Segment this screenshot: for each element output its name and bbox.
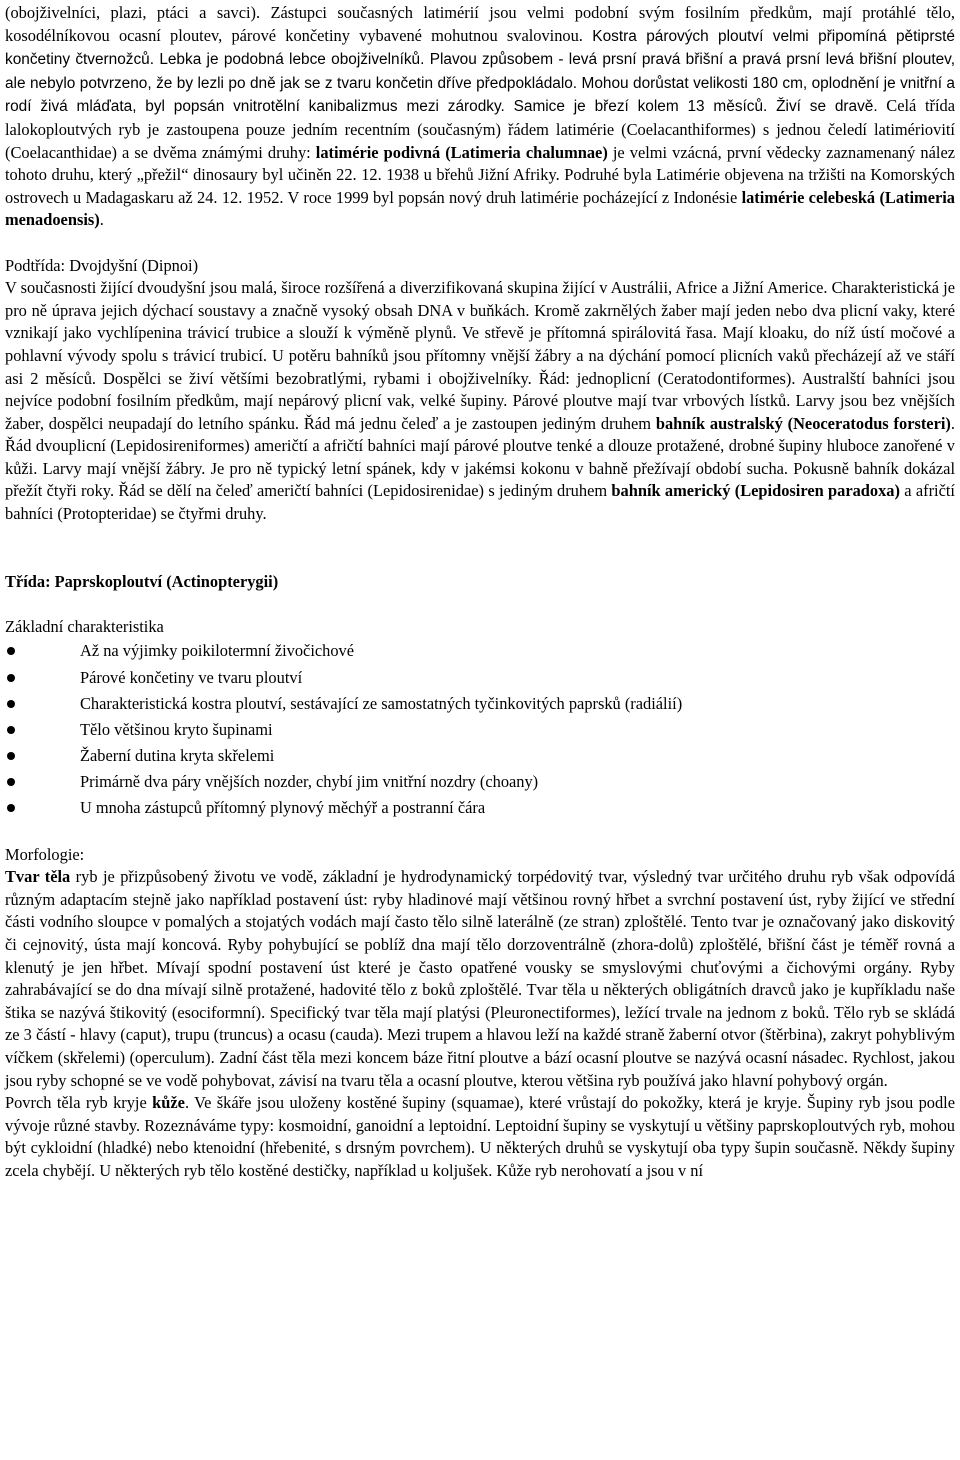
intro-text-c: Mohou dorůstat velikosti 180 cm, oplodnění je vnitřní a rodí živá mláďata, byl popsán vnitrotělní kanibalizmus mezi zárodky. Samice je březí kolem 13 měsíců. Živí se dravě. <box>5 74 955 116</box>
intro-text-d2: je velmi vzácná, první vědecky zaznamenaný nález tohoto druhu, který „přežil“ dinosaury byl učiněn 22. 12. 1938 u břehů Jižní Afriky. Podruhé byla Latimérie objevena na tržišti na Komorských ostrovech u Madagaskaru až 24. 12. 1952. V roce 1999 byl popsán nový druh latimérie pocházející z Indonésie <box>5 142 956 207</box>
bullet-icon <box>7 726 15 734</box>
list-item-text: Charakteristická kostra ploutví, sestávající ze samostatných tyčinkovitých paprsků (radiálií) <box>80 693 683 713</box>
list-item <box>5 665 955 691</box>
bullet-icon <box>7 778 15 786</box>
basics-heading: Základní charakteristika <box>5 616 164 636</box>
actinopterygii-heading: Třída: Paprskoploutví (Actinopterygii) <box>5 571 279 591</box>
latimeria-paragraph <box>5 2 955 232</box>
morphology-heading: Morfologie: <box>5 844 85 864</box>
spacer <box>5 526 955 571</box>
skin-text-pre: Povrch těla ryb kryje <box>5 1093 153 1113</box>
list-item-text: Párové končetiny ve tvaru ploutví <box>80 667 303 687</box>
document-page <box>5 2 955 1183</box>
spacer <box>5 821 955 844</box>
list-item <box>5 717 955 743</box>
body-shape-term: Tvar těla <box>5 867 71 887</box>
latimeria-chalumnae-term: latimérie podivná (Latimeria chalumnae) <box>315 142 608 162</box>
bullet-icon <box>7 700 15 708</box>
list-item-text: Primárně dva páry vnějších nozder, chybí jim vnitřní nozdry (choany) <box>80 771 539 791</box>
dipnoi-text-1: V současnosti žijící dvoudyšní jsou malá, široce rozšířená a diverzifikovaná skupina žijící v Austrálii, Africe a Jižní Americe. Charakteristická je pro ně úprava jejich dýchací soustavy a značně vysoký obsah DNA v buňkách. Kromě zakrnělých žaber mají jeden nebo dva plicní vaky, které vznikají jako vychlípenina trávicí trubice a slouží k výměně plynů. Ve střevě je přítomná spirálovitá řasa. Mají kloaku, do níž ústí močové a pohlavní vývody spolu s trávicí trubicí. U potěru bahníků jsou přítomny vnější žábry a na dýchání pomocí plicních vaků přecházejí až ve stáří asi 2 měsíců. Dospělci se živí většími bezobratlými, rybami i obojživelníky. Řád: jednoplicní (Ceratodontiformes). Australští bahníci jsou nejvíce podobní fosilním předkům, mají nepárový plicní vak, velké šupiny. Párové ploutve mají tvar vrbových lístků. Larvy jsou bez vnějších žaber, dospělci neupadají do letního spánku. Řád má jednu čeleď a je zastoupen jediným druhem <box>5 278 955 433</box>
neoceratodus-term: bahník australský (Neoceratodus forsteri) <box>655 413 951 433</box>
dipnoi-text-3: a afričtí bahníci (Protopteridae) se čtyřmi druhy. <box>5 481 955 524</box>
dipnoi-paragraph <box>5 277 955 526</box>
list-item-text: Až na výjimky poikilotermní živočichové <box>80 641 355 661</box>
list-item <box>5 638 955 664</box>
list-item <box>5 769 955 795</box>
dipnoi-text-2: . Řád dvouplicní (Lepidosireniformes) američtí a afričtí bahníci mají párové ploutve tenké a dlouze protažené, drobné šupiny hluboce zanořené v kůži. Larvy mají vnější žábry. Je pro ně typický letní spánek, kdy v jakémsi kokonu v bahně přežívají období sucha. Pokusně bahník dokázal přežít čtyři roky. Řád se dělí na čeleď američtí bahníci (Lepidosirenidae) s jediným druhem <box>5 413 955 501</box>
list-item <box>5 691 955 717</box>
spacer <box>5 232 955 255</box>
list-item-text: Tělo většinou kryto šupinami <box>80 719 273 739</box>
bullet-icon <box>7 804 15 812</box>
list-item-text: U mnoha zástupců přítomný plynový měchýř a postranní čára <box>80 798 486 817</box>
dipnoi-heading: Podtřída: Dvojdyšní (Dipnoi) <box>5 255 199 275</box>
intro-text-d3: . <box>99 210 104 230</box>
bullet-icon <box>7 674 15 682</box>
list-item <box>5 795 955 821</box>
intro-text-d1: Celá třída lalokoploutvých ryb je zastoupena pouze jedním recentním (současným) řádem latimérie (Coelacanthiformes) s jednou čeledí latimériovití (Coelacanthidae) a se dvěma známými druhy: <box>5 96 955 162</box>
list-item-text: Žaberní dutina kryta skřelemi <box>80 745 275 765</box>
basics-list <box>5 638 955 821</box>
spacer <box>5 593 955 616</box>
list-item <box>5 743 955 769</box>
latimeria-menadoensis-term: latimérie celebeská (Latimeria menadoensis) <box>5 187 955 230</box>
intro-text-b: Kostra párových ploutví velmi připomíná pětiprsté končetiny čtvernožců. Lebka je podobná lebce obojživelníků. Plavou způsobem - levá prsní pravá břišní a pravá prsní levá břišní ploutev, ale nebylo potvrzeno, že by lezli po dně jak se z tvaru končetin dříve předpokládalo. <box>5 27 955 92</box>
skin-paragraph <box>5 1092 955 1182</box>
body-shape-paragraph <box>5 866 955 1092</box>
lepidosiren-term: bahník americký (Lepidosiren paradoxa) <box>611 481 900 501</box>
intro-text-a: (obojživelníci, plazi, ptáci a savci). Zástupci současných latimérií jsou velmi podobní svým fosilním předkům, mají protáhlé tělo, kosodélníkovou ocasní ploutev, párové končetiny vybavené mohutnou svalovinou. <box>5 3 955 45</box>
body-shape-text: ryb je přizpůsobený životu ve vodě, základní je hydrodynamický torpédovitý tvar, výsledný tvar určitého druhu ryb však odpovídá různým adaptacím stejně jako například postavení úst: ryby hladinové mají většinou rovný hřbet a svrchní postavení úst, ryby žijící ve střední části vodního sloupce v pomalých a stojatých vodách mají často tělo silně laterálně (ze stran) zploštělé. Tento tvar je označovaný jako diskovitý či cejnovitý, ústa mají koncová. Ryby pohybující se poblíž dna mají tělo dorzoventrálně (zhora-dolů) zploštělé, břišní část je téměř rovná a klenutý je jen hřbet. Mívají spodní postavení úst které je často opatřené vousky se smyslovými chuťovými a čichovými orgány. Ryby zahrabávající se do dna mívají silně protažené, hadovité tělo z boků zploštělé. Tvar těla u některých obligátních dravců jako je kupříkladu naše štika se nazývá štikovitý (esociformní). Specifický tvar těla mají platýsi (Pleuronectiformes), ležící trvale na jednom z boků. Tělo ryb se skládá ze 3 částí - hlavy (caput), trupu (truncus) a ocasu (cauda). Mezi trupem a hlavou leží na každé straně žaberní otvor (štěrbina), zakryt pohyblivým víčkem (skřelemi) (operculum). Zadní část těla mezi koncem báze řitní ploutve a bází ocasní ploutve se nazývá ocasní násadec. Rychlost, jakou jsou ryby schopné se ve vodě pohybovat, závisí na tvaru těla a ocasní ploutve, kterou většina ryb používá jako hlavní pohybový orgán. <box>5 867 955 1090</box>
skin-term: kůže <box>152 1093 185 1113</box>
bullet-icon <box>7 647 15 655</box>
skin-text-post: . Ve škáře jsou uloženy kostěné šupiny (squamae), které vrůstají do pokožky, která je kryje. Šupiny ryb jsou podle vývoje různé stavby. Rozeznáváme typy: kosmoidní, ganoidní a leptoidní. Leptoidní šupiny se vyskytují u většiny paprskoploutvých ryb, mohou být cykloidní (hladké) nebo ktenoidní (hřebenité, s drsným povrchem). U některých druhů se vyskytují oba typy šupin současně. Někdy šupiny zcela chybějí. U některých ryb tělo kostěné destičky, například u koljušek. Kůže ryb nerohovatí a jsou v ní <box>5 1093 955 1180</box>
bullet-icon <box>7 752 15 760</box>
